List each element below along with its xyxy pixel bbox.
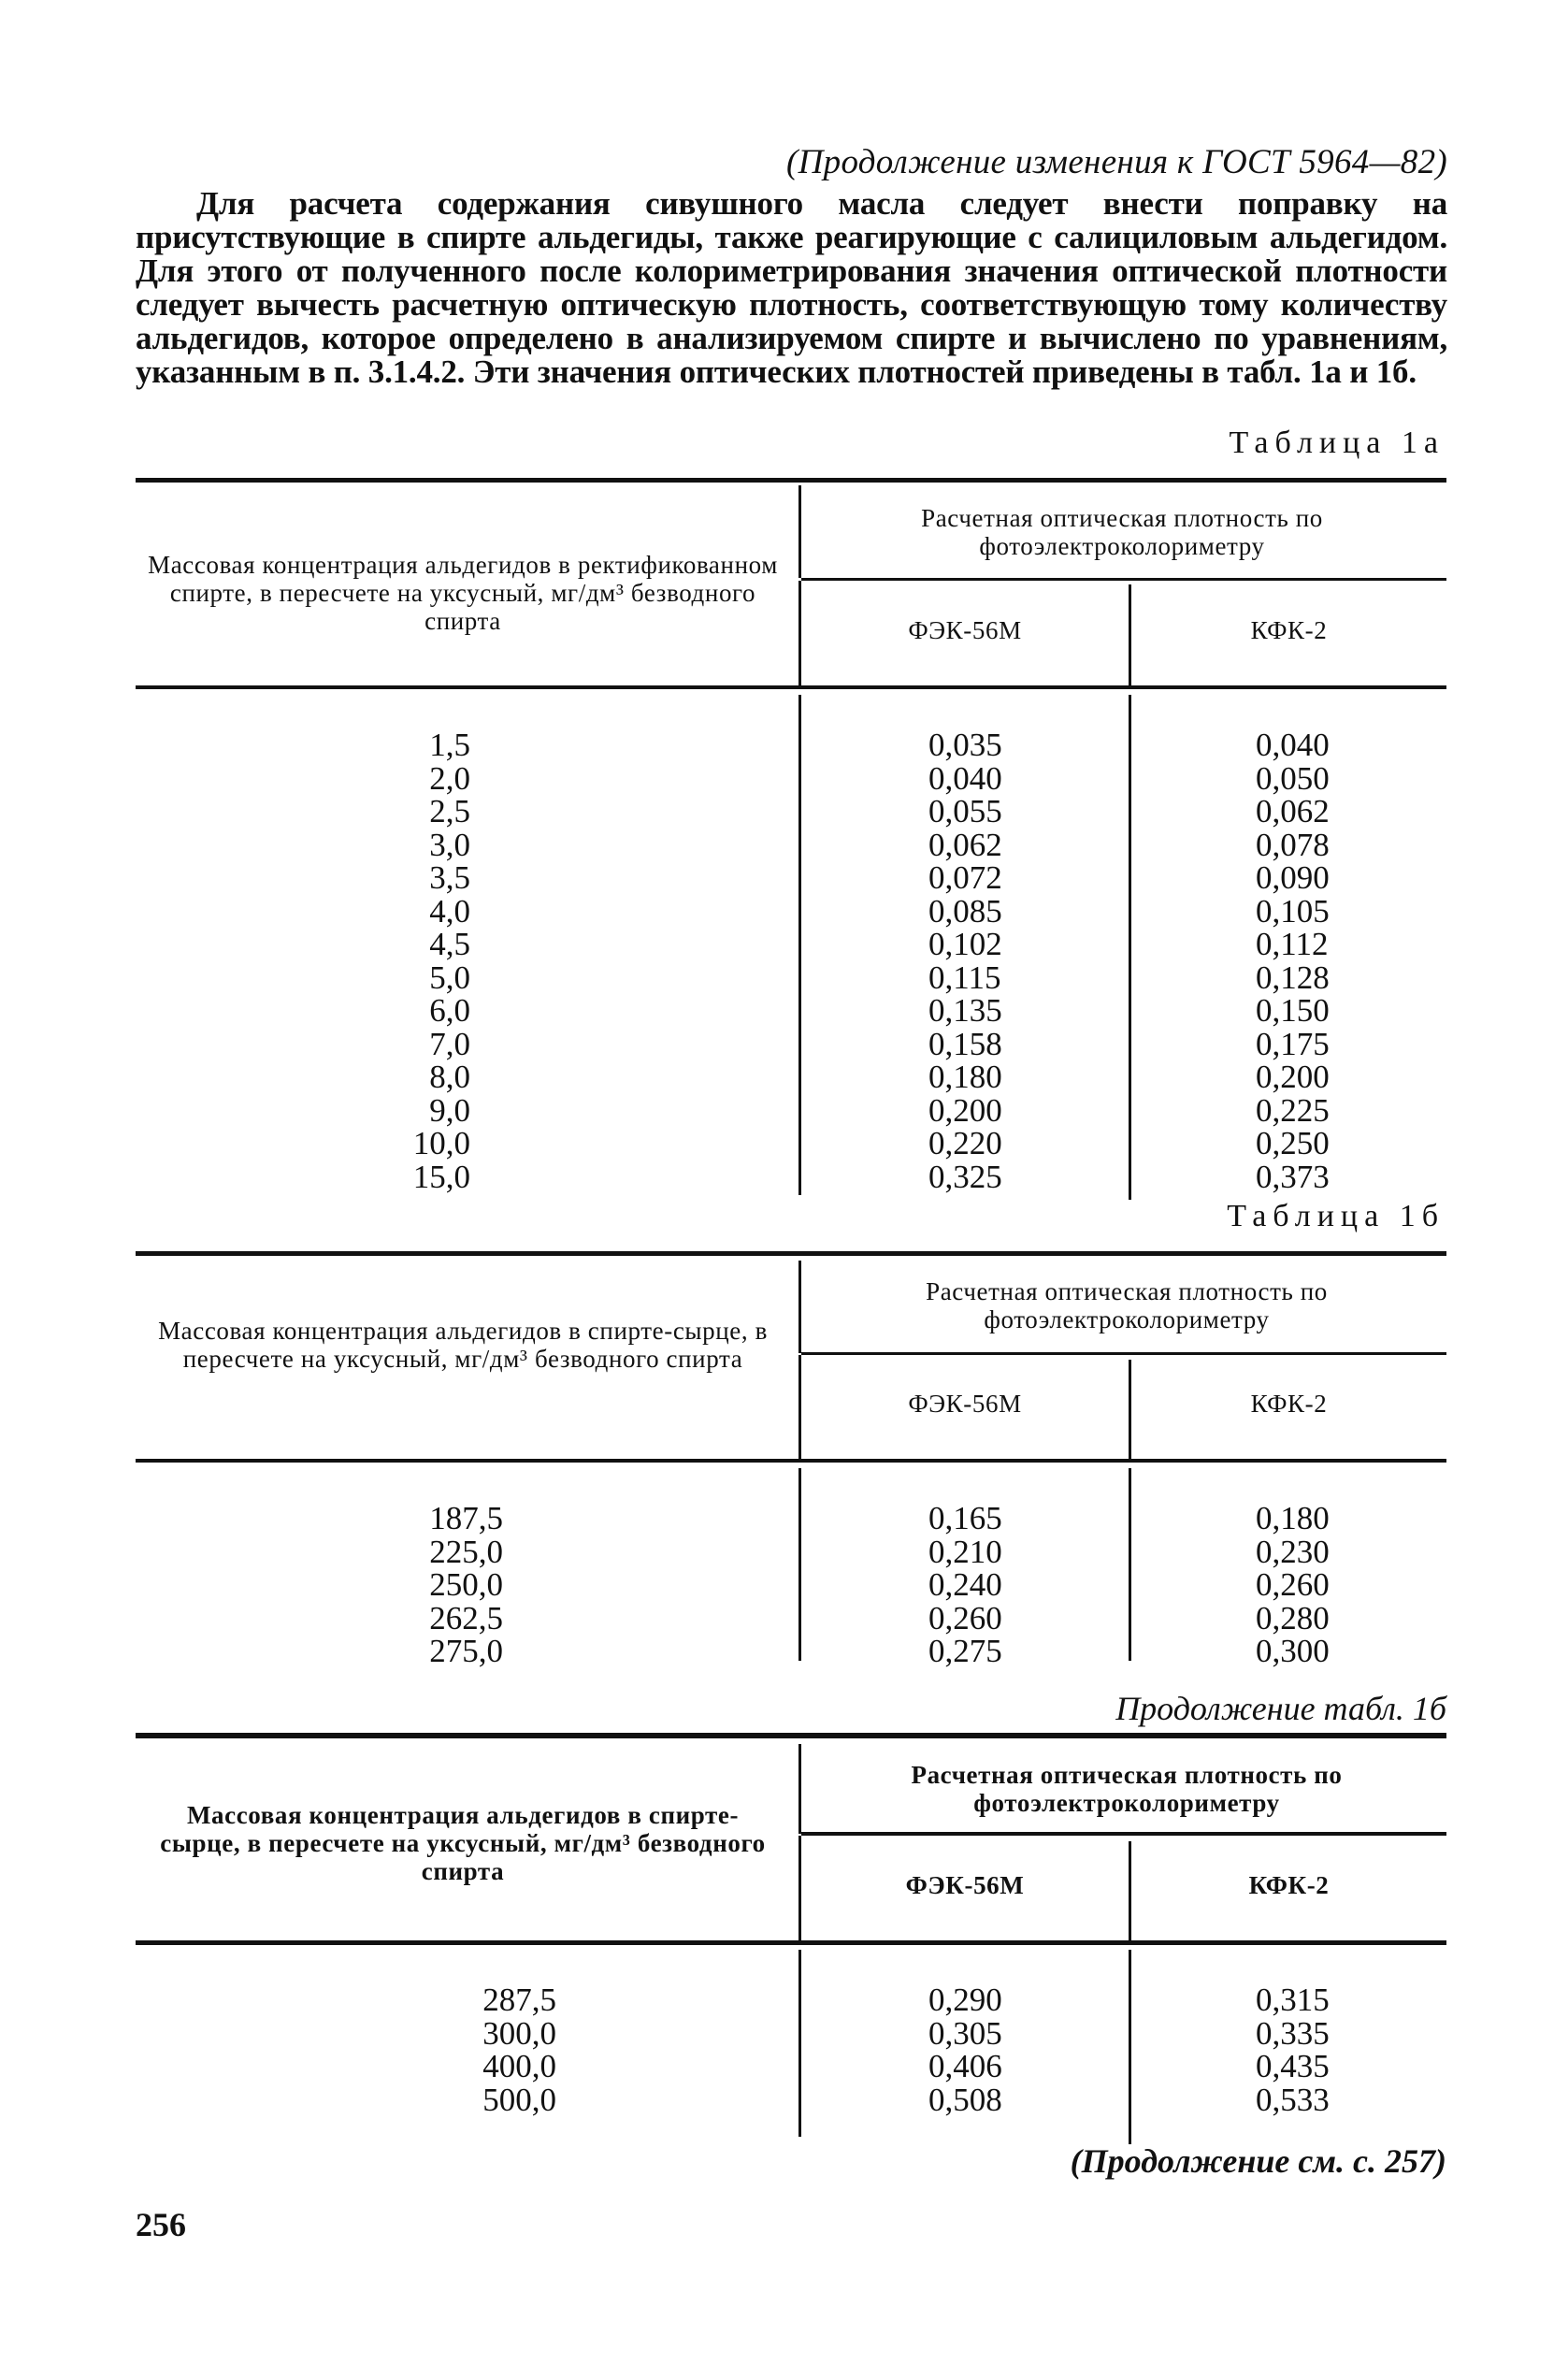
cell: 275,0	[429, 1633, 503, 1669]
column-concentration	[323, 728, 470, 1193]
column-header-fek: ФЭК-56М	[908, 616, 1022, 644]
column-kfk	[1256, 1502, 1330, 1668]
cell: 8,0	[429, 1059, 470, 1095]
cell: 3,5	[429, 859, 470, 896]
group-rule	[801, 578, 1446, 581]
cell: 0,062	[1256, 793, 1330, 829]
cell: 0,035	[928, 727, 1002, 763]
header-bottom-rule	[136, 685, 1446, 689]
cell: 0,200	[1256, 1059, 1330, 1095]
cell: 0,290	[928, 1982, 1002, 2018]
cell: 0,102	[928, 926, 1002, 962]
cell: 15,0	[412, 1158, 470, 1195]
column-header-group: Расчетная оптическая плотность по фотоэлектроколориметру	[911, 1761, 1343, 1817]
cell: 2,0	[429, 759, 470, 797]
cell: 287,5	[482, 1982, 556, 2018]
cell: 0,508	[928, 2081, 1002, 2118]
cell: 0,085	[928, 892, 1002, 930]
cell: 0,300	[1256, 1633, 1330, 1669]
column-fek	[928, 1502, 1002, 1668]
body-paragraph: Для расчета содержания сивушного масла следует внести поправку на присутствующие в спирте альдегиды, также реагирующие с салициловым альдегидом. Для этого от полученного после колориметрирования значения оптической плотности следует вычесть расчетную оптическую плотность, соответствующую тому количеству альдегидов, которое определено в анализируемом спирте и вычислено по уравнениям, указанным в п. 3.1.4.2. Эти значения оптических плотностей приведены в табл. 1а и 1б.	[136, 185, 1447, 390]
cell: 0,050	[1256, 759, 1330, 797]
cell: 0,260	[928, 1599, 1002, 1636]
cell: 0,150	[1256, 992, 1330, 1029]
cell: 225,0	[429, 1533, 503, 1570]
cell: 0,128	[1256, 959, 1330, 996]
cell: 1,5	[429, 727, 470, 763]
cell: 0,533	[1256, 2081, 1330, 2118]
cell: 500,0	[482, 2081, 556, 2118]
cell: 0,305	[928, 2014, 1002, 2052]
table-1b-continuation	[136, 1733, 1446, 2144]
column-header-group: Расчетная оптическая плотность по фотоэлектроколориметру	[926, 1277, 1328, 1333]
cell: 0,335	[1256, 2014, 1330, 2052]
cell: 10,0	[412, 1125, 470, 1161]
cell: 0,200	[928, 1091, 1002, 1129]
column-divider	[798, 695, 801, 1195]
cell: 0,435	[1256, 2048, 1330, 2084]
cell: 0,210	[928, 1533, 1002, 1570]
cell: 262,5	[429, 1599, 503, 1636]
column-header-kfk: КФК-2	[1248, 1871, 1330, 1899]
column-kfk	[1256, 1983, 1330, 2116]
header-bottom-rule	[136, 1459, 1446, 1463]
running-head: (Продолжение изменения к ГОСТ 5964—82)	[786, 143, 1447, 181]
cell: 4,0	[429, 892, 470, 930]
column-fek	[928, 1983, 1002, 2116]
cell: 0,315	[1256, 1982, 1330, 2018]
cell: 0,040	[1256, 727, 1330, 763]
column-divider	[1129, 695, 1131, 1200]
column-header-concentration: Массовая концентрация альдегидов в ректификованном спирте, в пересчете на уксусный, мг/дм³ безводного спирта	[148, 551, 778, 635]
cell: 0,115	[928, 959, 1001, 996]
column-divider	[798, 1950, 801, 2137]
column-fek	[928, 728, 1002, 1193]
table-1b	[136, 1251, 1446, 1669]
cell: 0,055	[928, 793, 1002, 829]
column-concentration	[416, 1983, 556, 2116]
top-rule	[136, 1251, 1446, 1256]
cell: 0,180	[928, 1059, 1002, 1095]
column-divider	[1129, 1950, 1131, 2144]
cell: 0,373	[1256, 1158, 1330, 1195]
group-rule	[801, 1352, 1446, 1355]
column-divider	[798, 1744, 801, 1834]
cell: 0,275	[928, 1633, 1002, 1669]
cell: 0,280	[1256, 1599, 1330, 1636]
column-concentration	[369, 1502, 503, 1668]
cell: 6,0	[429, 992, 470, 1029]
cell: 0,240	[928, 1566, 1002, 1603]
column-header-group: Расчетная оптическая плотность по фотоэлектроколориметру	[921, 504, 1323, 560]
cell: 4,5	[429, 926, 470, 962]
cell: 0,078	[1256, 826, 1330, 863]
cell: 0,135	[928, 992, 1002, 1029]
cell: 0,225	[1256, 1091, 1330, 1129]
cell: 0,165	[928, 1500, 1002, 1536]
cell: 0,040	[928, 759, 1002, 797]
column-kfk	[1256, 728, 1330, 1193]
column-divider	[798, 1261, 801, 1353]
column-divider	[1129, 1468, 1131, 1661]
cell: 5,0	[429, 959, 470, 996]
column-header-fek: ФЭК-56М	[908, 1390, 1022, 1418]
continuation-note: (Продолжение см. с. 257)	[1070, 2142, 1446, 2180]
cell: 0,112	[1256, 926, 1329, 962]
cell: 3,0	[429, 826, 470, 863]
cell: 0,406	[928, 2048, 1002, 2084]
column-header-fek: ФЭК-56М	[905, 1871, 1025, 1899]
table-1a-caption: Таблица 1а	[1229, 425, 1445, 460]
cell: 0,105	[1256, 892, 1330, 930]
cell: 0,260	[1256, 1566, 1330, 1603]
cell: 0,180	[1256, 1500, 1330, 1536]
cell: 187,5	[429, 1500, 503, 1536]
cell: 0,220	[928, 1125, 1002, 1161]
page-number: 256	[136, 2206, 186, 2243]
cell: 0,158	[928, 1025, 1002, 1062]
header-bottom-rule	[136, 1940, 1446, 1945]
table-1a	[136, 478, 1446, 1217]
cell: 0,230	[1256, 1533, 1330, 1570]
column-header-kfk: КФК-2	[1250, 616, 1328, 644]
column-header-kfk: КФК-2	[1250, 1390, 1328, 1418]
column-divider	[798, 485, 801, 578]
cell: 7,0	[429, 1025, 470, 1062]
top-rule	[136, 478, 1446, 483]
column-header-concentration: Массовая концентрация альдегидов в спирте-сырце, в пересчете на уксусный, мг/дм³ безводного спирта	[158, 1317, 768, 1373]
group-rule	[801, 1832, 1446, 1836]
cell: 0,325	[928, 1158, 1002, 1195]
cell: 0,250	[1256, 1125, 1330, 1161]
table-1b-caption: Таблица 1б	[1227, 1199, 1445, 1233]
table-1b-continuation-caption: Продолжение табл. 1б	[1115, 1690, 1446, 1727]
cell: 300,0	[482, 2014, 556, 2052]
cell: 250,0	[429, 1566, 503, 1603]
cell: 9,0	[429, 1091, 470, 1129]
top-rule	[136, 1733, 1446, 1738]
cell: 400,0	[482, 2048, 556, 2084]
column-header-concentration: Массовая концентрация альдегидов в спирте-сырце, в пересчете на уксусный, мг/дм³ безводного спирта	[160, 1801, 766, 1885]
cell: 0,090	[1256, 859, 1330, 896]
cell: 2,5	[429, 793, 470, 829]
cell: 0,072	[928, 859, 1002, 896]
column-divider	[798, 1468, 801, 1661]
cell: 0,062	[928, 826, 1002, 863]
cell: 0,175	[1256, 1025, 1330, 1062]
